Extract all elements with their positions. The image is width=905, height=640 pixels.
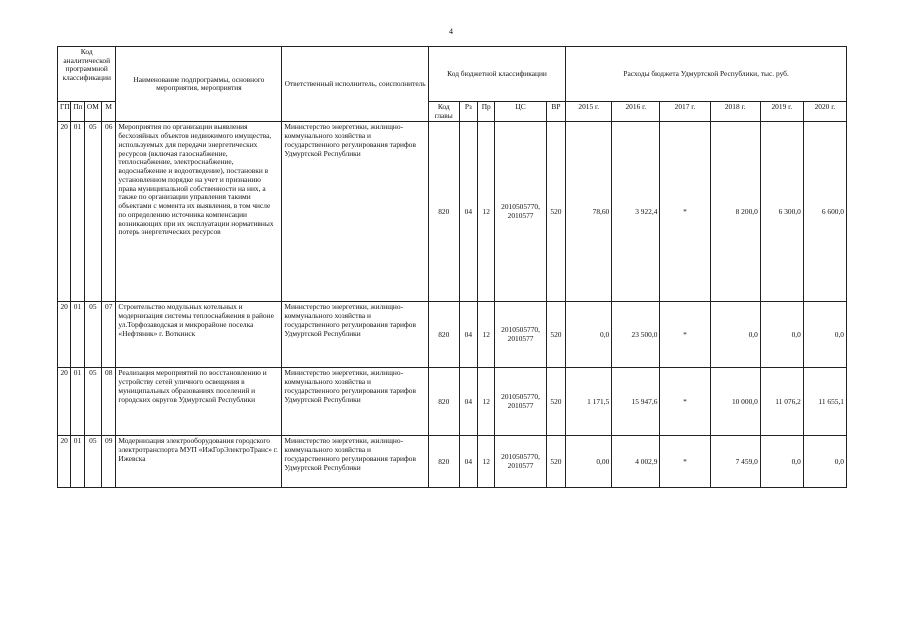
gp-cell: 20 — [58, 368, 71, 436]
responsible-cell: Министерство энергетики, жилищно-коммунального хозяйства и государственного регулирования тарифов Удмуртской Республики — [282, 302, 429, 368]
pr-cell: 12 — [478, 122, 495, 302]
vr-cell: 520 — [546, 368, 566, 436]
value-2019: 11 076,2 — [760, 368, 803, 436]
year-2020-header: 2020 г. — [803, 102, 846, 122]
name-header: Наименование подпрограммы, основного мероприятия, мероприятия — [116, 47, 282, 122]
value-2019: 0,0 — [760, 436, 803, 488]
value-2019: 0,0 — [760, 302, 803, 368]
cs-header: ЦС — [495, 102, 546, 122]
value-2017: * — [660, 122, 710, 302]
year-2018-header: 2018 г. — [710, 102, 760, 122]
rz-cell: 04 — [459, 302, 477, 368]
value-2016: 23 500,0 — [612, 302, 660, 368]
value-2020: 11 655,1 — [803, 368, 846, 436]
kod-glavy-header: Код главы — [428, 102, 459, 122]
value-2017: * — [660, 436, 710, 488]
code-group-header: Код аналитической программной классификации — [58, 47, 116, 102]
kod-cell: 820 — [428, 436, 459, 488]
pr-cell: 12 — [478, 302, 495, 368]
value-2020: 0,0 — [803, 302, 846, 368]
value-2017: * — [660, 368, 710, 436]
kod-cell: 820 — [428, 302, 459, 368]
name-cell: Строительство модульных котельных и модернизация системы теплоснабжения в районе ул.Торфозаводская и микрорайоне поселка «Нефтяник» г. Воткинск — [116, 302, 282, 368]
cs-cell: 2010505770, 2010577 — [495, 436, 546, 488]
expenses-header: Расходы бюджета Удмуртской Республики, тыс. руб. — [566, 47, 847, 102]
vr-cell: 520 — [546, 122, 566, 302]
om-cell: 05 — [84, 368, 101, 436]
year-2016-header: 2016 г. — [612, 102, 660, 122]
m-cell: 06 — [102, 122, 116, 302]
name-cell: Реализация мероприятий по восстановлению и устройству сетей уличного освещения в муниципальных образованиях поселений и городских округов Удмуртской Республики — [116, 368, 282, 436]
value-2016: 4 002,9 — [612, 436, 660, 488]
table-row — [58, 122, 847, 302]
budget-table — [57, 46, 847, 488]
gp-header: ГП — [58, 102, 71, 122]
page-number: 4 — [449, 27, 453, 36]
rz-cell: 04 — [459, 122, 477, 302]
responsible-cell: Министерство энергетики, жилищно-коммунального хозяйства и государственного регулирования тарифов Удмуртской Республики — [282, 368, 429, 436]
pp-cell: 01 — [71, 368, 84, 436]
name-cell: Мероприятия по организации выявления бесхозяйных объектов недвижимого имущества, используемых для передачи энергетических ресурсов (включая газоснабжение, теплоснабжение, электроснабжение, водоснабжение и водоотведение), постановки в установленном порядке на учет и признанию права муниципальной собственности на них, а также по организации управления такими объектами с момента их выявления, в том числе по определению источника компенсации возникающих при их эксплуатации нормативных потерь энергетических ресурсов — [116, 122, 282, 302]
om-cell: 05 — [84, 122, 101, 302]
value-2018: 10 000,0 — [710, 368, 760, 436]
m-cell: 09 — [102, 436, 116, 488]
year-2019-header: 2019 г. — [760, 102, 803, 122]
cs-cell: 2010505770, 2010577 — [495, 368, 546, 436]
pp-cell: 01 — [71, 302, 84, 368]
pp-header: Пп — [71, 102, 84, 122]
rz-cell: 04 — [459, 368, 477, 436]
m-header: М — [102, 102, 116, 122]
value-2018: 0,0 — [710, 302, 760, 368]
pp-cell: 01 — [71, 122, 84, 302]
vr-header: ВР — [546, 102, 566, 122]
kod-cell: 820 — [428, 368, 459, 436]
value-2018: 8 200,0 — [710, 122, 760, 302]
value-2015: 78,60 — [566, 122, 612, 302]
pr-cell: 12 — [478, 368, 495, 436]
year-2015-header: 2015 г. — [566, 102, 612, 122]
name-cell: Модернизация электрооборудования городского электротранспорта МУП «ИжГорЭлектроТранс» г. Ижевска — [116, 436, 282, 488]
gp-cell: 20 — [58, 302, 71, 368]
value-2015: 0,00 — [566, 436, 612, 488]
om-cell: 05 — [84, 302, 101, 368]
value-2015: 0,0 — [566, 302, 612, 368]
value-2016: 3 922,4 — [612, 122, 660, 302]
table-row — [58, 302, 847, 368]
m-cell: 08 — [102, 368, 116, 436]
rz-cell: 04 — [459, 436, 477, 488]
value-2017: * — [660, 302, 710, 368]
cs-cell: 2010505770, 2010577 — [495, 302, 546, 368]
om-cell: 05 — [84, 436, 101, 488]
pr-cell: 12 — [478, 436, 495, 488]
value-2016: 15 947,6 — [612, 368, 660, 436]
table-row — [58, 368, 847, 436]
responsible-cell: Министерство энергетики, жилищно-коммунального хозяйства и государственного регулирования тарифов Удмуртской Республики — [282, 436, 429, 488]
pr-header: Пр — [478, 102, 495, 122]
responsible-cell: Министерство энергетики, жилищно-коммунального хозяйства и государственного регулирования тарифов Удмуртской Республики — [282, 122, 429, 302]
vr-cell: 520 — [546, 436, 566, 488]
value-2019: 6 300,0 — [760, 122, 803, 302]
responsible-header: Ответственный исполнитель, соисполнитель — [282, 47, 429, 122]
value-2020: 0,0 — [803, 436, 846, 488]
pp-cell: 01 — [71, 436, 84, 488]
gp-cell: 20 — [58, 436, 71, 488]
year-2017-header: 2017 г. — [660, 102, 710, 122]
rz-header: Рз — [459, 102, 477, 122]
value-2020: 6 600,0 — [803, 122, 846, 302]
budget-code-header: Код бюджетной классификации — [428, 47, 565, 102]
gp-cell: 20 — [58, 122, 71, 302]
value-2018: 7 459,0 — [710, 436, 760, 488]
m-cell: 07 — [102, 302, 116, 368]
value-2015: 1 171,5 — [566, 368, 612, 436]
header-row — [58, 47, 847, 102]
cs-cell: 2010505770, 2010577 — [495, 122, 546, 302]
vr-cell: 520 — [546, 302, 566, 368]
table-row — [58, 436, 847, 488]
kod-cell: 820 — [428, 122, 459, 302]
om-header: ОМ — [84, 102, 101, 122]
